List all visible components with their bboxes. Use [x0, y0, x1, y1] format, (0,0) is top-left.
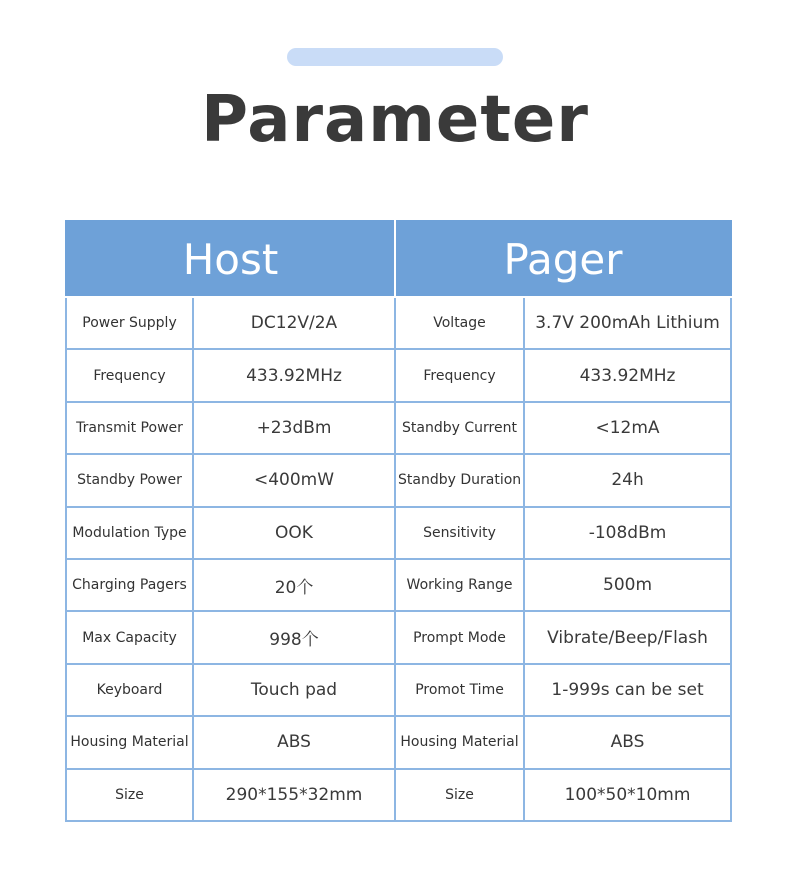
- host-label: Transmit Power: [66, 402, 193, 454]
- host-value: 290*155*32mm: [193, 769, 395, 821]
- page-title: Parameter: [201, 83, 589, 157]
- table-header-row: [66, 221, 731, 297]
- table-row: [66, 297, 731, 349]
- pager-value: 1-999s can be set: [524, 664, 731, 716]
- pager-label: Standby Current: [395, 402, 524, 454]
- host-label: Charging Pagers: [66, 559, 193, 611]
- pager-label: Voltage: [395, 297, 524, 349]
- decorative-pill: [287, 48, 503, 66]
- pager-value: <12mA: [524, 402, 731, 454]
- host-value: OOK: [193, 507, 395, 559]
- pager-value: 100*50*10mm: [524, 769, 731, 821]
- host-label: Modulation Type: [66, 507, 193, 559]
- host-value: ABS: [193, 716, 395, 768]
- table-row: [66, 507, 731, 559]
- pager-label: Size: [395, 769, 524, 821]
- host-label: Max Capacity: [66, 611, 193, 663]
- table-row: [66, 349, 731, 401]
- pager-label: Sensitivity: [395, 507, 524, 559]
- pager-label: Frequency: [395, 349, 524, 401]
- table-row: [66, 716, 731, 768]
- pager-value: ABS: [524, 716, 731, 768]
- pager-label: Promot Time: [395, 664, 524, 716]
- table-row: [66, 769, 731, 821]
- host-value: Touch pad: [193, 664, 395, 716]
- spec-table: [65, 220, 732, 822]
- table-row: [66, 611, 731, 663]
- host-label: Size: [66, 769, 193, 821]
- table-row: [66, 454, 731, 506]
- table-row: [66, 402, 731, 454]
- pager-label: Working Range: [395, 559, 524, 611]
- pager-header: Pager: [395, 221, 731, 297]
- host-value: +23dBm: [193, 402, 395, 454]
- pager-label: Housing Material: [395, 716, 524, 768]
- host-value: <400mW: [193, 454, 395, 506]
- host-label: Frequency: [66, 349, 193, 401]
- host-label: Power Supply: [66, 297, 193, 349]
- host-label: Standby Power: [66, 454, 193, 506]
- host-value: 433.92MHz: [193, 349, 395, 401]
- host-label: Housing Material: [66, 716, 193, 768]
- host-label: Keyboard: [66, 664, 193, 716]
- pager-value: 24h: [524, 454, 731, 506]
- table-row: [66, 559, 731, 611]
- host-value: 998个: [193, 611, 395, 663]
- host-value: DC12V/2A: [193, 297, 395, 349]
- pager-label: Standby Duration: [395, 454, 524, 506]
- pager-value: Vibrate/Beep/Flash: [524, 611, 731, 663]
- table-row: [66, 664, 731, 716]
- pager-label: Prompt Mode: [395, 611, 524, 663]
- pager-value: -108dBm: [524, 507, 731, 559]
- pager-value: 433.92MHz: [524, 349, 731, 401]
- pager-value: 500m: [524, 559, 731, 611]
- host-value: 20个: [193, 559, 395, 611]
- pager-value: 3.7V 200mAh Lithium: [524, 297, 731, 349]
- host-header: Host: [66, 221, 395, 297]
